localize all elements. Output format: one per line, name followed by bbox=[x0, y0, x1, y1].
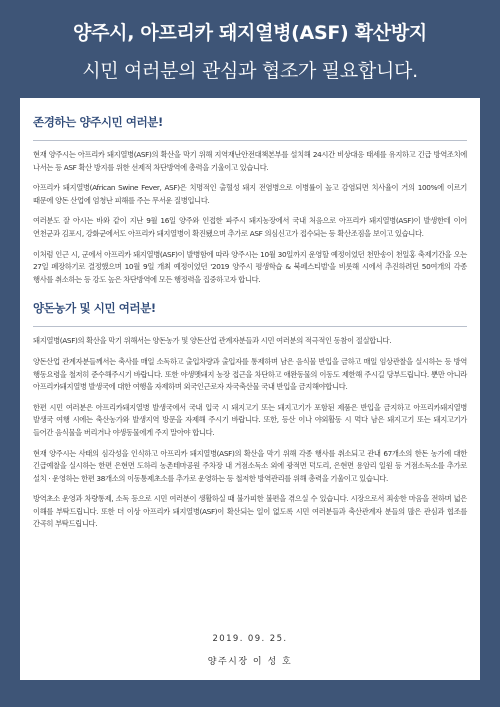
paragraph: 현재 양주시는 아프리카 돼지열병(ASF)의 확산을 막기 위해 지역재난안전대책본부를 설치해 24시간 비상대응 태세를 유지하고 긴급 방역조치에 나서는 등 ASF 확산 방지를 위한 선제적 차단방역에 총력을 기울이고 있습니다. bbox=[33, 150, 467, 172]
letter-signature: 양주시장 이 성 호 bbox=[207, 657, 293, 667]
section-title-citizens: 존경하는 양주시민 여러분! bbox=[33, 115, 163, 129]
section-divider bbox=[33, 326, 467, 327]
headline-title: 양주시, 아프리카 돼지열병(ASF) 확산방지 bbox=[73, 22, 427, 44]
banner-header bbox=[0, 0, 500, 92]
paragraph: 여러분도 잘 아시는 바와 같이 지난 9월 16일 양주와 인접한 파주시 돼지농장에서 국내 처음으로 아프리카 돼지열병(ASF)이 발생한데 이어 연천군과 김포시, 강화군에서도 아프리카 돼지열병이 확진됐으며 추가로 ASF 의심신고가 접수되는 등 확산조짐을 보이고 있습니다. bbox=[33, 216, 467, 238]
section-title-farmers: 양돈농가 및 시민 여러분! bbox=[33, 301, 156, 316]
letter-panel bbox=[20, 98, 480, 680]
paragraph: 한편 시민 여러분은 아프리카돼지열병 발생국에서 국내 입국 시 돼지고기 또는 돼지고기가 포함된 제품은 반입을 금지하고 아프리카돼지열병 발생국 여행 시에는 축산농가와 발생지역 방문을 자제해 주시기 바랍니다. 또한, 등산 이나 야외활동 시 먹다 남은 돼지고기 또는 돼지고기가 들어간 음식물을 버리거나 야생동물에게 주지 말아야 합니다. bbox=[33, 402, 467, 437]
paragraph: 돼지열병(ASF)의 확산을 막기 위해서는 양돈농가 및 양돈산업 관계자분들과 시민 여러분의 적극적인 동참이 절실합니다. bbox=[33, 336, 392, 346]
paragraph: 이처럼 인근 시, 군에서 아프리카 돼지열병(ASF)이 발병함에 따라 양주시는 10월 30일까지 운영할 예정이었던 천만송이 천일홍 축제기간을 오는 27일 폐장하기로 결정했으며 10월 9일 개최 예정이었던 '2019 양주시 평생학습 & 북페스티벌'을 비롯해 시에서 추진하려던 50여개의 각종 행사를 취소하는 등 강도 높은 차단방역에 모든 행정력을 집중하고자 합니다. bbox=[33, 249, 467, 284]
paragraph: 양돈산업 관계자분들께서는 축사를 매일 소독하고 출입차량과 출입자를 통제하며 남은 음식물 반입을 금하고 매일 임상관찰을 실시하는 등 방역 행동요령을 철저히 준수해주시기 바랍니다. 또한 야생멧돼지 농장 접근을 차단하고 애완동물의 이동도 제한해 주시길 당부드립니다. 뿐만 아니라 아프리카돼지열병 발생국에 대한 여행을 자제하며 외국인근로자 자국축산물 국내 반입을 금지해야합니다. bbox=[33, 356, 467, 392]
paragraph: 아프리카 돼지열병(African Swine Fever, ASF)은 치명적인 출혈성 돼지 전염병으로 이병률이 높고 감염되면 치사율이 거의 100%에 이르기 때문에 양돈 산업에 엄청난 피해를 주는 무서운 질병입니다. bbox=[33, 183, 467, 205]
section-divider bbox=[33, 140, 467, 141]
letter-body bbox=[33, 108, 467, 539]
paragraph: 현재 양주시는 사태의 심각성을 인식하고 아프리카 돼지열병(ASF)의 확산을 막기 위해 각종 행사를 취소되고 관내 67개소의 한돈 농가에 대한 긴급예찰을 실시하는 한편 은현면 도하리 농촌테마공원 주차장 내 거점소독소 외에 광적면 덕도리, 은현면 용암리 일원 등 거점소독소를 추가로 설치 · 운영하는 한편 38개소의 이동통제초소를 추가로 운영하는 등 철저한 방역관리를 위해 총력을 기울이고 있습니다. bbox=[33, 448, 467, 483]
paragraph: 방역초소 운영과 차량통제, 소독 등으로 시민 여러분이 생활하실 때 불가피한 불편을 겪으실 수 있습니다. 시장으로서 죄송한 마음을 전하며 넓은 이해를 부탁드립니다. 또한 더 이상 아프리카 돼지열병(ASF)이 확산되는 일이 없도록 시민 여러분들과 축산관계자 분들의 많은 관심과 협조를 간곡히 부탁드립니다. bbox=[33, 494, 467, 529]
headline-subtitle: 시민 여러분의 관심과 협조가 필요합니다. bbox=[82, 60, 418, 82]
letter-date: 2019. 09. 25. bbox=[212, 634, 288, 644]
